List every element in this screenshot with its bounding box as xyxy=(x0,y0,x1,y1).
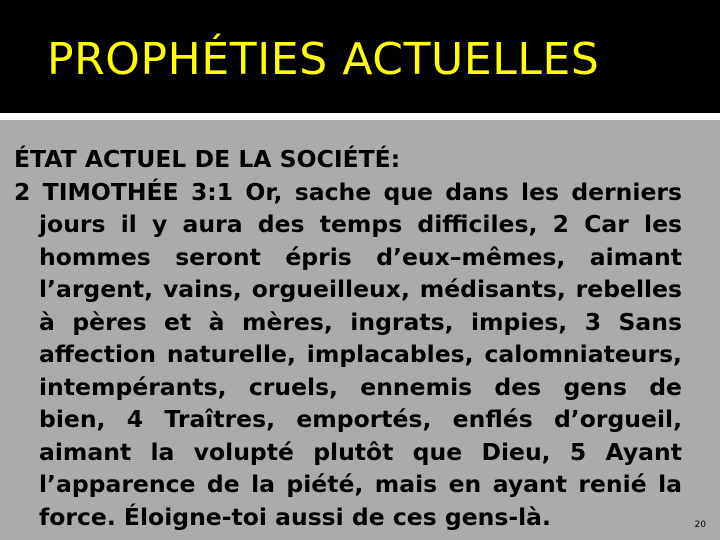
slide-title: PROPHÉTIES ACTUELLES xyxy=(47,34,600,85)
title-separator xyxy=(0,113,720,120)
slide-body xyxy=(14,143,682,533)
scripture-text: 2 TIMOTHÉE 3:1 Or, sache que dans les derniers jours il y aura des temps difficiles, 2 Car les hommes seront épris d’eux–mêmes, aimant l’argent, vains, orgueilleux, médisants, rebelles à pères et à mères, ingrats, impies, 3 Sans affection naturelle, implacables, calomniateurs, intempérants, cruels, ennemis des gens de bien, 4 Traîtres, emportés, enflés d’orgueil, aimant la volupté plutôt que Dieu, 5 Ayant l’apparence de la piété, mais en ayant renié la force. Éloigne-toi aussi de ces gens-là. xyxy=(14,177,682,531)
section-heading: ÉTAT ACTUEL DE LA SOCIÉTÉ: xyxy=(14,145,401,173)
title-bar xyxy=(0,0,720,113)
page-number: 20 xyxy=(694,520,706,530)
